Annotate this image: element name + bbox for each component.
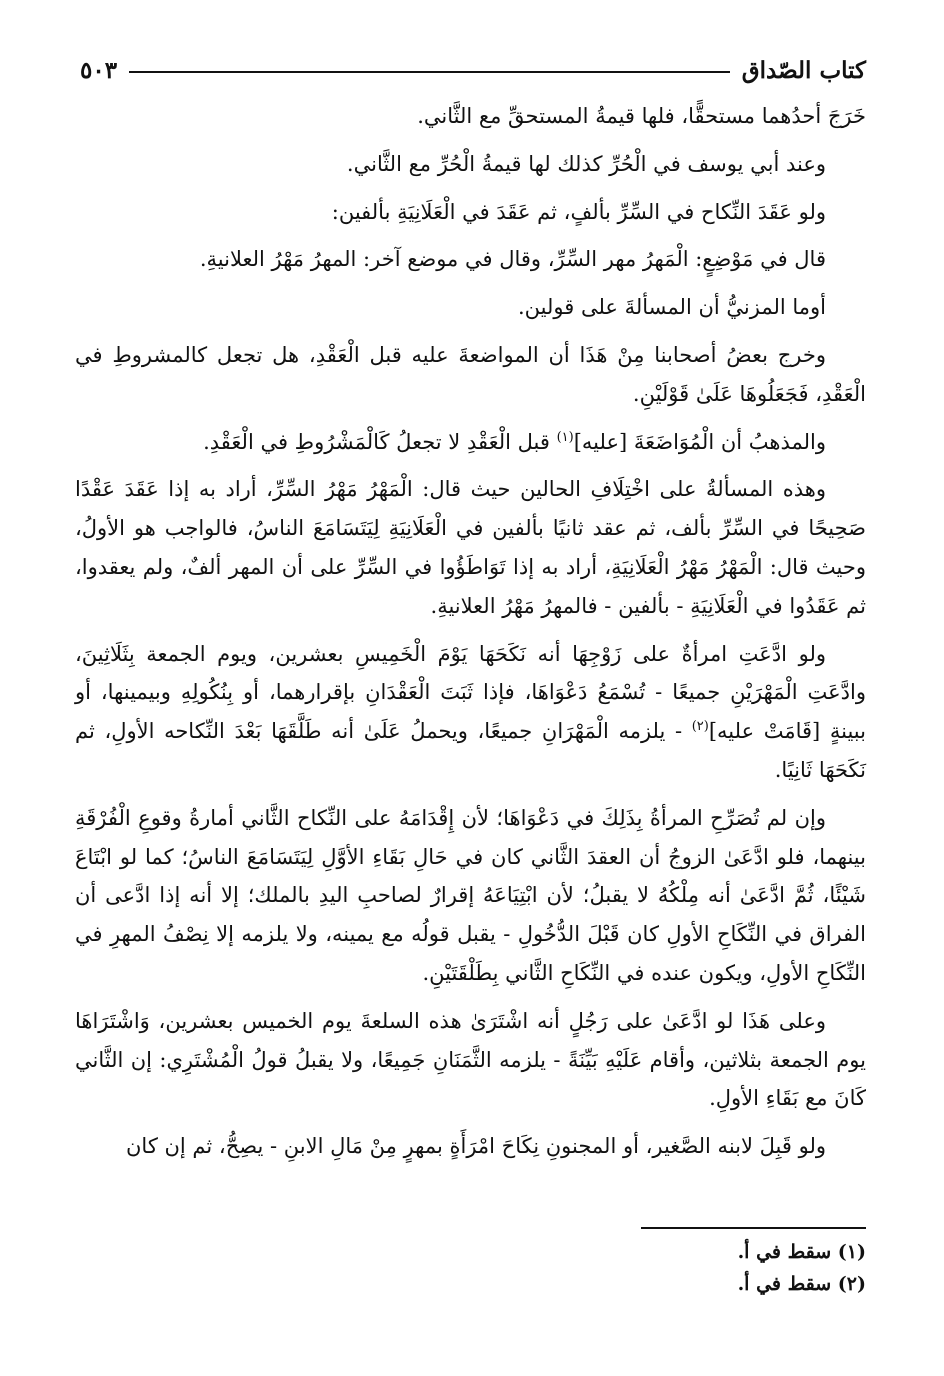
paragraph [75, 470, 866, 625]
page-number: ٥٠٣ [80, 56, 118, 84]
paragraph [75, 145, 866, 184]
footnotes [500, 1236, 866, 1300]
paragraph-text: ولو قَبِلَ لابنه الصَّغير، أو المجنونِ نِكَاحَ امْرَأَةٍ بمهرٍ مِنْ مَالِ الابنِ - يصِحُّ، ثم إن كان [126, 1134, 826, 1159]
footnote: (٢) سقط في أ. [737, 1273, 866, 1295]
paragraph-text: - يلزمه الْمَهْرَانِ جميعًا، ويحملُ عَلَىٰ أنه طَلَّقَهَا بَعْدَ النِّكاحه الأولِ، ثم نَكَحَهَا ثَانِيًا. [75, 719, 866, 782]
paragraph-text: خَرَجَ أحدُهما مستحقًّا، فلها قيمةُ المستحقِّ مع الثَّاني. [417, 104, 866, 128]
paragraph [75, 799, 866, 993]
paragraph-text: وعند أبي يوسف في الْحُرِّ كذلك لها قيمةُ الْحُرِّ مع الثَّاني. [346, 151, 826, 176]
paragraph [75, 193, 866, 232]
paragraph-text: ولو عَقَدَ النِّكاح في السِّرِّ بألفٍ، ثم عَقَدَ في الْعَلَانِيَةِ بألفين: [331, 199, 826, 224]
paragraph-text: أوما المزنيُّ أن المسألةَ على قولين. [518, 295, 826, 320]
footnote: (١) سقط في أ. [737, 1241, 866, 1263]
header-rule [129, 71, 730, 73]
body-text [75, 97, 866, 1175]
paragraph [75, 423, 866, 462]
paragraph-text: وعلى هَذَا لو ادَّعَىٰ على رَجُلٍ أنه اشْتَرَىٰ هذه السلعةَ يوم الخميس بعشرين، وَاشْتَرَاهَا يوم الجمعة بثلاثين، وأقام عَلَيْهِ بَيِّنَةً - يلزمه الثَّمَنَانِ جَمِيعًا، ولا يقبلُ قولُ الْمُشْتَرِي: إن الثَّاني كَانَ مع بَقَاءِ الأولِ. [75, 1008, 866, 1111]
footnote-reference[interactable]: (١) [556, 429, 574, 445]
paragraph [75, 1127, 866, 1166]
paragraph [75, 1002, 866, 1118]
paragraph-text: وإن لم تُصَرِّحِ المرأةُ بِذَلِكَ في دَعْوَاهَا؛ لأن إِقْدَامَهُ على النِّكاح الثَّاني أمارةُ وقوعِ الْفُرْقَةِ بينهما، فلو ادَّعَىٰ الزوجُ أن العقدَ الثَّاني كان في حَالِ بَقَاءِ الأوَّلِ لِيَتَسَامَعَ الناسُ؛ كما لو ابْتَاعَ شَيْئًا، ثُمَّ ادَّعَىٰ أنه مِلْكُهُ لا يقبلُ؛ لأن ابْتِيَاعَهُ إقرارٌ لصاحبِ اليدِ بالملك؛ إلا أنه إذا ادَّعى أن الفراق في النِّكَاحِ الأولِ كان قَبْلَ الدُّخُولِ - يقبل قولُه مع يمينه، ولا يلزمه إلا نِصْفُ المهرِ في النِّكَاحِ الأولِ، ويكون عنده في النِّكَاحِ الثَّاني بِطَلْقَتَيْنِ. [75, 805, 866, 985]
paragraph [75, 336, 866, 414]
footnote-separator [641, 1227, 866, 1229]
paragraph [75, 97, 866, 136]
paragraph-text: قال في مَوْضِعٍ: الْمَهرُ مهر السِّرِّ، وقال في موضع آخر: المهرُ مَهْرُ العلانيةِ. [199, 247, 826, 272]
paragraph-text: والمذهبُ أن الْمُوَاضَعَةَ [عليه] [573, 429, 826, 454]
paragraph [75, 240, 866, 279]
paragraph-text: وخرج بعضُ أصحابنا مِنْ هَذَا أن المواضعةَ عليه قبل الْعَقْدِ، هل تجعل كالمشروطِ في الْعَقْدِ، فَجَعَلُوهَا عَلَىٰ قَوْلَيْنِ. [75, 342, 866, 406]
paragraph-text: قبل الْعَقْدِ لا تجعلُ كَالْمَشْرُوطِ في الْعَقْدِ. [203, 429, 557, 454]
footnote-reference[interactable]: (٢) [691, 719, 709, 735]
running-title: كتاب الصّداق [741, 56, 866, 84]
paragraph [75, 635, 866, 790]
paragraph [75, 288, 866, 327]
page-header [80, 50, 866, 90]
paragraph-text: وهذه المسألةُ على اخْتِلَافِ الحالين حيث قال: الْمَهْرُ مَهْرُ السِّرِّ، أراد به إذا عَقَدَ عَقْدًا صَحِيحًا في السِّرِّ بألف، ثم عقد ثانيًا بألفين في الْعَلَانِيَةِ لِيَتَسَامَعَ الناسُ، فالواجب هو الأولُ، وحيث قال: الْمَهْرُ مَهْرُ الْعَلَانِيَةِ، أراد به إذا تَوَاطَؤُوا في السِّرِّ على أن المهر ألفٌ، ولم يعقدوا، ثم عَقَدُوا في الْعَلَانِيَةِ - بألفين - فالمهرُ مَهْرُ العلانيةِ. [75, 477, 866, 618]
paragraph-text: ولو ادَّعَتِ امرأةٌ على زَوْجِهَا أنه نَكَحَهَا يَوْمَ الْخَمِيسِ بعشرين، ويوم الجمعة بِثَلَاثِينَ، وادَّعَتِ الْمَهْرَيْنِ جميعًا - تُسْمَعُ دَعْوَاهَا، فإذا ثَبَتَ الْعَقْدَانِ بإقرارهما، أو بِنُكُولِهِ وبيمينها، أو ببينةٍ [قَامَتْ عليه] [75, 641, 866, 744]
